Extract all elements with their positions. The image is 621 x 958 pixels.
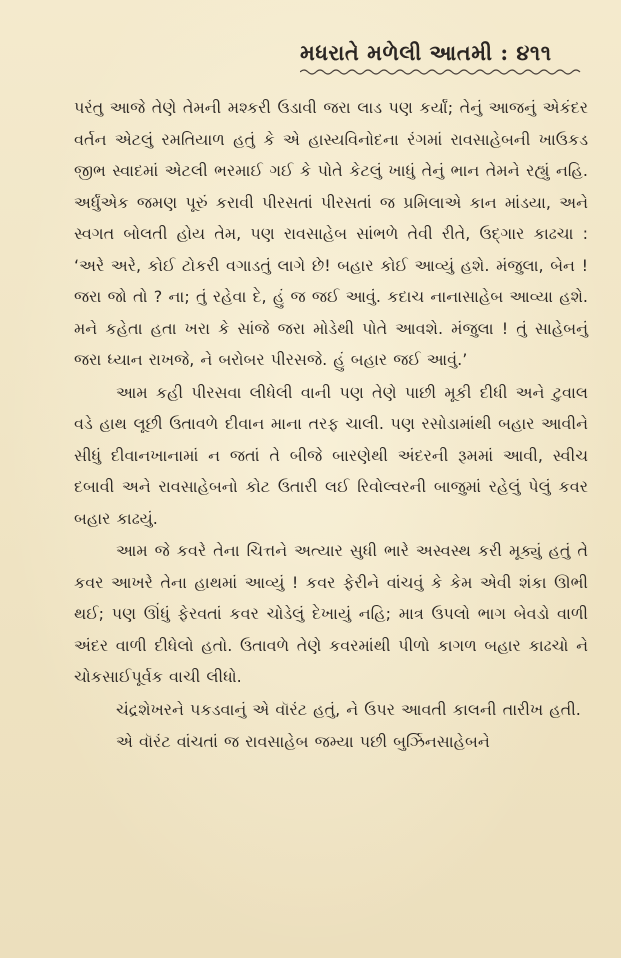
paragraph: પરંતુ આજે તેણે તેમની મશ્કરી ઉડાવી જરા લાડ પણ કર્યાં; તેનું આજનું એકંદર વર્તન એટલું રમતિયાળ હતું કે એ હાસ્યવિનોદના રંગમાં રાવસાહેબની ખાઉકડ જીભ સ્વાદમાં એટલી ભરમાઈ ગઈ કે પોતે કેટલું ખાધું તેનું ભાન તેમને રહ્યું નહિ. અર્ધુંએક જમણ પૂરું કરાવી પીરસતાં પીરસતાં જ પ્રમિલાએ કાન માંડયા, અને સ્વગત બોલતી હોય તેમ, પણ રાવસાહેબ સાંભળે તેવી રીતે, ઉદ્‌ગાર કાઢચા : ‘અરે અરે, કોઈ ટોકરી વગાડતું લાગે છે! બહાર કોઈ આવ્યું હશે. મંજુલા, બેન ! જરા જો તો ? ના; તું રહેવા દે, હું જ જઈ આવું. કદાચ નાનાસાહેબ આવ્યા હશે. મને કહેતા હતા ખરા કે સાંજે જરા મોડેથી પોતે આવશે. મંજુલા ! તું સાહેબનું જરા ધ્યાન રાખજે, ને બરોબર પીરસજે. હું બહાર જઈ આવું.’	[74, 98, 588, 369]
running-title: મધરાતે મળેલી આતમી : ૪૧૧	[300, 40, 552, 65]
header-wavy-rule	[300, 68, 585, 76]
page-header	[300, 40, 600, 76]
paragraph: ચંદ્રશેખરને પકડવાનું એ વૉરંટ હતું, ને ઉપર આવતી કાલની તારીખ હતી.	[116, 699, 581, 719]
paragraph: એ વૉરંટ વાંચતાં જ રાવસાહેબ જમ્યા પછી બુર્ઝિનસાહેબને	[116, 732, 490, 751]
paragraph: આમ કહી પીરસવા લીધેલી વાની પણ તેણે પાછી મૂકી દીધી અને ટુવાલ વડે હાથ લૂછી ઉતાવળે દીવાન માના તરફ ચાલી. પણ રસોડામાંથી બહાર આવીને સીધું દીવાનખાનામાં ન જતાં તે બીજે બારણેથી અંદરની રૂમમાં આવી, સ્વીચ દબાવી અને રાવસાહેબનો કોટ ઉતારી લઈ રિવોલ્વરની બાજુમાં રહેલું પેલું કવર બહાર કાઢયું.	[74, 382, 588, 528]
paragraph: આમ જે કવરે તેના ચિત્તને અત્યાર સુધી ભારે અસ્વસ્થ કરી મૂક્યું હતું તે કવર આખરે તેના હાથમાં આવ્યું ! કવર ફેરીને વાંચવું કે કેમ એવી શંકા ઊભી થઈ; પણ ઊંધું ફેરવતાં કવર ચોડેલું દેખાયું નહિ; માત્ર ઉપલો ભાગ બેવડો વાળી અંદર વાળી દીધેલો હતો. ઉતાવળે તેણે કવરમાંથી પીળો કાગળ બહાર કાઢચો ને ચોકસાઈપૂર્વક વાચી લીધો.	[74, 541, 588, 686]
body-text	[74, 92, 588, 758]
